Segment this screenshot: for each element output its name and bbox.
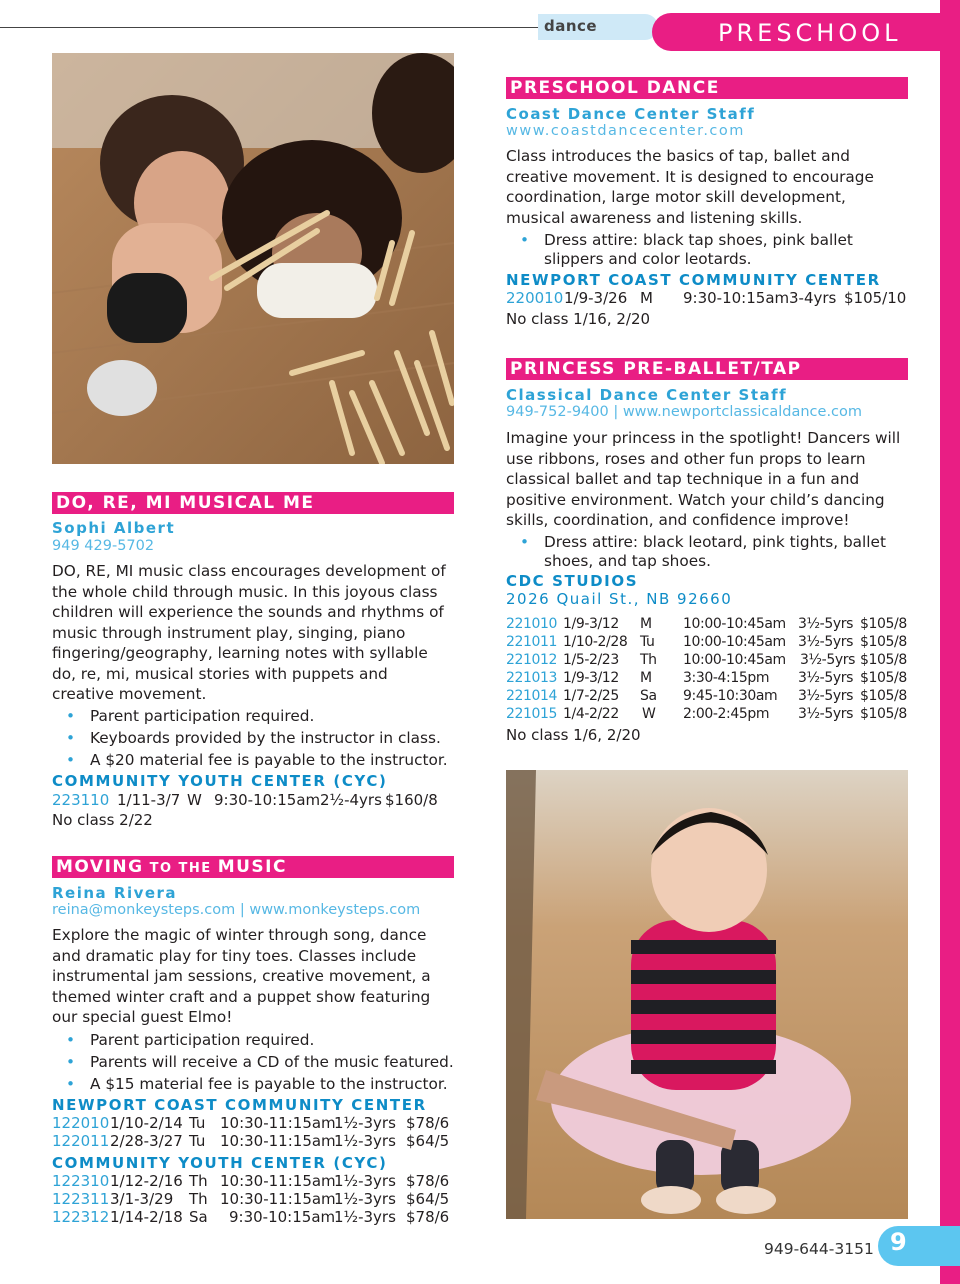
course-day: Tu — [189, 1114, 206, 1132]
no-class-note: No class 2/22 — [52, 811, 153, 829]
location-name: CDC STUDIOS — [506, 572, 639, 590]
course-fee: $64/5 — [406, 1132, 450, 1150]
course-day: Tu — [189, 1132, 206, 1150]
schedule-row — [52, 1172, 454, 1190]
course-day: Tu — [640, 634, 655, 650]
course-fee: $105/10 — [844, 289, 907, 307]
schedule-row — [52, 1208, 454, 1226]
course-code[interactable]: 221010 — [506, 616, 558, 632]
schedule-table — [52, 1114, 454, 1150]
section-tab — [538, 14, 658, 40]
instructor-name: Classical Dance Center Staff — [506, 386, 788, 404]
class-description: Class introduces the basics of tap, ballet and creative movement. It is designed to encourage coordination, large motor skill development, musical awareness and listening skills. — [506, 147, 874, 227]
schedule-row — [506, 651, 908, 669]
course-fee: $64/5 — [406, 1190, 450, 1208]
course-fee: $78/6 — [406, 1172, 450, 1190]
course-code[interactable]: 122311 — [52, 1190, 110, 1208]
class-title-bar — [52, 856, 454, 878]
class-title-end: MUSIC — [217, 857, 287, 877]
instructor-name: Reina Rivera — [52, 884, 178, 902]
section-label: dance — [544, 17, 598, 35]
course-dates: 2/28-3/27 — [110, 1132, 183, 1150]
course-code[interactable]: 122310 — [52, 1172, 110, 1190]
course-ages: 3½-5yrs — [798, 688, 853, 704]
course-ages: 3½-5yrs — [798, 706, 853, 722]
bullet-list — [506, 231, 908, 272]
course-day: Sa — [640, 688, 657, 704]
location-address: 2026 Quail St., NB 92660 — [506, 590, 733, 608]
course-ages: 1½-3yrs — [334, 1114, 396, 1132]
course-dates: 1/9-3/12 — [563, 670, 619, 686]
class-description: Imagine your princess in the spotlight! Dancers will use ribbons, roses and other fun props to learn classical ballet and tap technique in a fun and positive environment. Watch your child’s dancing skills, coordination, and confidence improve! — [506, 429, 901, 529]
contact-link[interactable]: reina@monkeysteps.com | www.monkeysteps.com — [52, 902, 421, 918]
course-day: M — [640, 670, 652, 686]
course-ages: 2½-4yrs — [320, 791, 382, 809]
no-class-note: No class 1/16, 2/20 — [506, 310, 651, 328]
bullet-item: • Keyboards provided by the instructor in class. — [52, 729, 454, 748]
course-dates: 1/11-3/7 — [117, 791, 181, 809]
schedule-table — [52, 1172, 454, 1226]
class-description: DO, RE, MI music class encourages development of the whole child through music. In this joyous class children will experience the sounds and rhythms of music through instrument play, singing, piano fingering/geography, learning notes with syllable do, re, mi, musical stories with puppets and creative movement. — [52, 562, 446, 703]
schedule-row — [506, 669, 908, 687]
course-fee: $160/8 — [385, 791, 438, 809]
schedule-row — [506, 687, 908, 705]
course-code[interactable]: 221015 — [506, 706, 558, 722]
class-title-bar — [52, 492, 454, 514]
course-code[interactable]: 221014 — [506, 688, 558, 704]
photo-kids-playing-sticks — [52, 53, 454, 464]
course-ages: 3½-5yrs — [800, 652, 855, 668]
course-time: 10:00-10:45am — [683, 652, 786, 668]
course-day: Th — [189, 1190, 208, 1208]
course-time: 10:30-11:15am — [220, 1114, 336, 1132]
category-tab — [652, 13, 960, 51]
page-number-tab — [878, 1226, 960, 1266]
class-title: PRESCHOOL DANCE — [510, 78, 720, 98]
course-dates: 1/12-2/16 — [110, 1172, 183, 1190]
course-ages: 3½-5yrs — [798, 670, 853, 686]
contact-phone: 949 429-5702 — [52, 538, 155, 554]
contact-link[interactable]: www.coastdancecenter.com — [506, 123, 745, 139]
course-fee: $105/8 — [860, 670, 907, 686]
course-dates: 1/10-2/14 — [110, 1114, 183, 1132]
class-title: PRINCESS PRE-BALLET/TAP — [510, 359, 802, 379]
schedule-row — [52, 1114, 454, 1132]
course-fee: $105/8 — [860, 688, 907, 704]
bullet-item: • Dress attire: black tap shoes, pink ballet slippers and color leotards. — [506, 231, 908, 268]
course-day: Sa — [189, 1208, 208, 1226]
course-time: 10:30-11:15am — [220, 1190, 336, 1208]
instructor-name: Sophi Albert — [52, 519, 176, 537]
course-fee: $105/8 — [860, 616, 907, 632]
course-dates: 1/10-2/28 — [563, 634, 628, 650]
instructor-name: Coast Dance Center Staff — [506, 105, 756, 123]
footer-phone: 949-644-3151 — [764, 1240, 874, 1258]
course-code[interactable]: 221011 — [506, 634, 558, 650]
bullet-list — [52, 1031, 454, 1097]
course-code[interactable]: 221013 — [506, 670, 558, 686]
course-ages: 3½-5yrs — [798, 616, 853, 632]
course-day: W — [187, 791, 202, 809]
photo-toddler-in-tutu — [506, 770, 908, 1219]
category-label: PRESCHOOL — [718, 19, 902, 47]
location-name: COMMUNITY YOUTH CENTER (CYC) — [52, 1154, 388, 1172]
course-code[interactable]: 122011 — [52, 1132, 110, 1150]
course-time: 9:30-10:15am — [214, 791, 321, 809]
course-code[interactable]: 220010 — [506, 289, 564, 307]
course-dates: 1/7-2/25 — [563, 688, 619, 704]
contact-link[interactable]: 949-752-9400 | www.newportclassicaldance.com — [506, 404, 863, 420]
course-time: 10:00-10:45am — [683, 616, 786, 632]
course-code[interactable]: 122010 — [52, 1114, 110, 1132]
schedule-row — [506, 705, 908, 723]
schedule-row — [506, 633, 908, 651]
class-title-bar — [506, 358, 908, 380]
course-time: 2:00-2:45pm — [683, 706, 770, 722]
course-dates: 3/1-3/29 — [110, 1190, 174, 1208]
course-time: 9:30-10:15am — [229, 1208, 336, 1226]
location-name: NEWPORT COAST COMMUNITY CENTER — [52, 1096, 427, 1114]
course-time: 10:00-10:45am — [683, 634, 786, 650]
bullet-item: • Parent participation required. — [52, 707, 454, 726]
course-code[interactable]: 122312 — [52, 1208, 110, 1226]
course-code[interactable]: 223110 — [52, 791, 110, 809]
right-edge-bar — [940, 0, 960, 1284]
course-dates: 1/9-3/12 — [563, 616, 619, 632]
course-code[interactable]: 221012 — [506, 652, 558, 668]
course-dates: 1/5-2/23 — [563, 652, 619, 668]
course-ages: 3½-5yrs — [798, 634, 853, 650]
course-ages: 1½-3yrs — [334, 1132, 396, 1150]
class-title-bar — [506, 77, 908, 99]
course-fee: $78/6 — [406, 1114, 450, 1132]
bullet-item: • A $20 material fee is payable to the instructor. — [52, 751, 454, 770]
course-dates: 1/9-3/26 — [564, 289, 628, 307]
course-ages: 1½-3yrs — [334, 1190, 396, 1208]
schedule-row — [52, 1190, 454, 1208]
class-description: Explore the magic of winter through song, dance and dramatic play for tiny toes. Classes include instrumental jam sessions, creative movement, a themed winter craft and a puppet show featuring our special guest Elmo! — [52, 926, 431, 1026]
bullet-list — [506, 533, 908, 574]
course-ages: 3-4yrs — [789, 289, 837, 307]
no-class-note: No class 1/6, 2/20 — [506, 726, 641, 744]
bullet-item: • Parent participation required. — [52, 1031, 454, 1050]
course-day: M — [640, 616, 652, 632]
bullet-item: • A $15 material fee is payable to the instructor. — [52, 1075, 454, 1094]
schedule-row — [52, 1132, 454, 1150]
course-time: 10:30-11:15am — [220, 1172, 336, 1190]
class-title: DO, RE, MI MUSICAL ME — [56, 493, 315, 513]
schedule-row — [506, 615, 908, 633]
location-name: NEWPORT COAST COMMUNITY CENTER — [506, 271, 881, 289]
course-fee: $78/6 — [406, 1208, 450, 1226]
course-ages: 1½-3yrs — [334, 1172, 396, 1190]
course-fee: $105/8 — [860, 706, 907, 722]
page-number: 9 — [890, 1228, 907, 1256]
course-dates: 1/14-2/18 — [110, 1208, 183, 1226]
location-name: COMMUNITY YOUTH CENTER (CYC) — [52, 772, 388, 790]
bullet-item: • Parents will receive a CD of the music featured. — [52, 1053, 454, 1072]
course-time: 9:30-10:15am — [683, 289, 790, 307]
course-ages: 1½-3yrs — [334, 1208, 396, 1226]
class-title-small: TO THE — [143, 861, 218, 876]
class-title — [56, 857, 287, 877]
course-time: 9:45-10:30am — [683, 688, 778, 704]
bullet-item: • Dress attire: black leotard, pink tights, ballet shoes, and tap shoes. — [506, 533, 908, 570]
course-time: 3:30-4:15pm — [683, 670, 770, 686]
schedule-table — [506, 615, 908, 723]
course-day: M — [640, 289, 653, 307]
course-fee: $105/8 — [860, 652, 907, 668]
course-day: Th — [640, 652, 657, 668]
course-day: Th — [189, 1172, 208, 1190]
bullet-list — [52, 707, 454, 773]
course-dates: 1/4-2/22 — [563, 706, 619, 722]
course-fee: $105/8 — [860, 634, 907, 650]
class-title-main: MOVING — [56, 857, 144, 877]
course-day: W — [642, 706, 656, 722]
course-time: 10:30-11:15am — [220, 1132, 336, 1150]
